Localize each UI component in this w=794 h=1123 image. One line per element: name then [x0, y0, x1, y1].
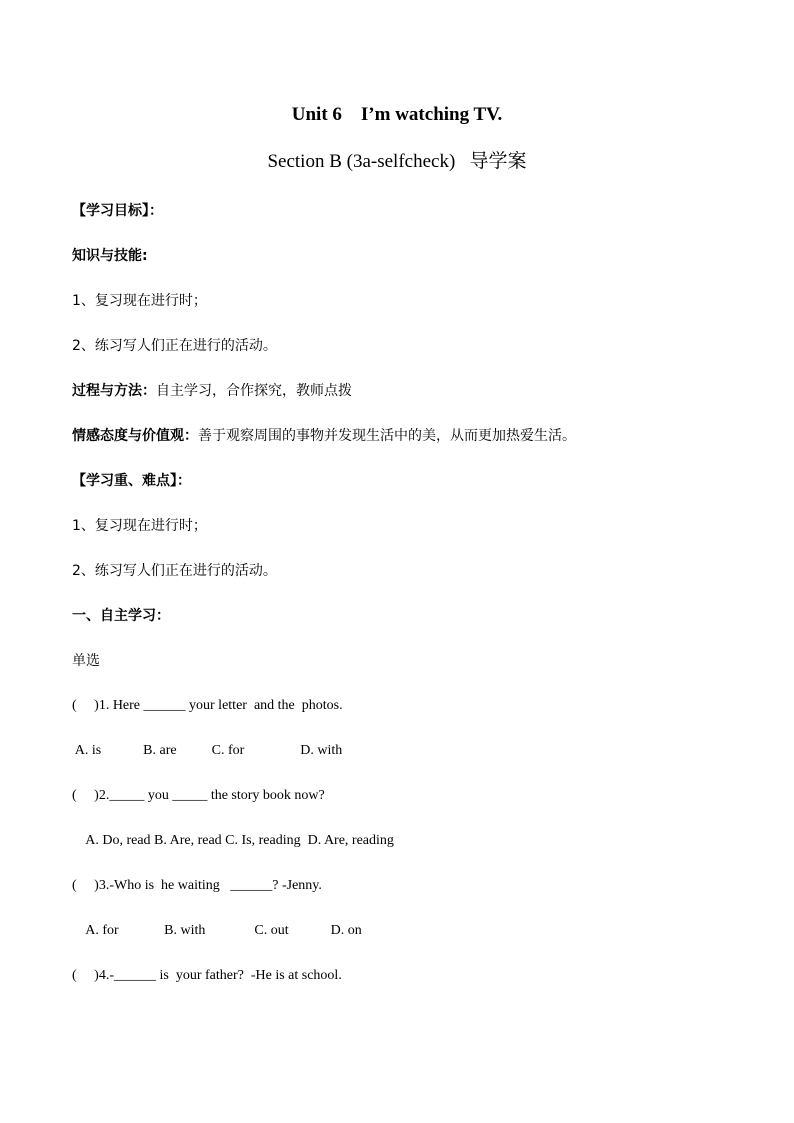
question-3: ( )3.-Who is he waiting ______? -Jenny.	[72, 878, 322, 893]
key-points-heading: 【学习重、难点】：	[72, 473, 191, 489]
key-point-item-1: 1、复习现在进行时；	[72, 518, 207, 534]
objectives-heading: 【学习目标】：	[72, 203, 163, 219]
self-study-heading: 一、自主学习：	[72, 608, 170, 624]
process-line	[72, 381, 352, 401]
process-label: 过程与方法：	[72, 383, 156, 399]
question-3-options: A. for B. with C. out D. on	[72, 923, 362, 938]
document-title: Unit 6 I’m watching TV.	[291, 104, 503, 125]
objective-item-2: 2、练习写人们正在进行的活动。	[72, 338, 277, 354]
question-type-label: 单选	[72, 653, 100, 669]
emotion-line	[72, 426, 576, 446]
question-1: ( )1. Here ______ your letter and the photos.	[72, 698, 343, 713]
emotion-text: 善于观察周围的事物并发现生活中的美，从而更加热爱生活。	[198, 428, 576, 444]
objective-item-1: 1、复习现在进行时；	[72, 293, 207, 309]
question-4: ( )4.-______ is your father? -He is at school.	[72, 968, 342, 983]
process-text: 自主学习，合作探究，教师点拨	[156, 383, 352, 399]
knowledge-label: 知识与技能:	[72, 248, 148, 264]
key-point-item-2: 2、练习写人们正在进行的活动。	[72, 563, 277, 579]
question-2: ( )2._____ you _____ the story book now?	[72, 788, 325, 803]
question-1-options: A. is B. are C. for D. with	[72, 743, 343, 758]
question-2-options: A. Do, read B. Are, read C. Is, reading D. Are, reading	[72, 833, 394, 848]
document-subtitle: Section B (3a-selfcheck) 导学案	[267, 151, 527, 172]
emotion-label: 情感态度与价值观：	[72, 428, 198, 444]
